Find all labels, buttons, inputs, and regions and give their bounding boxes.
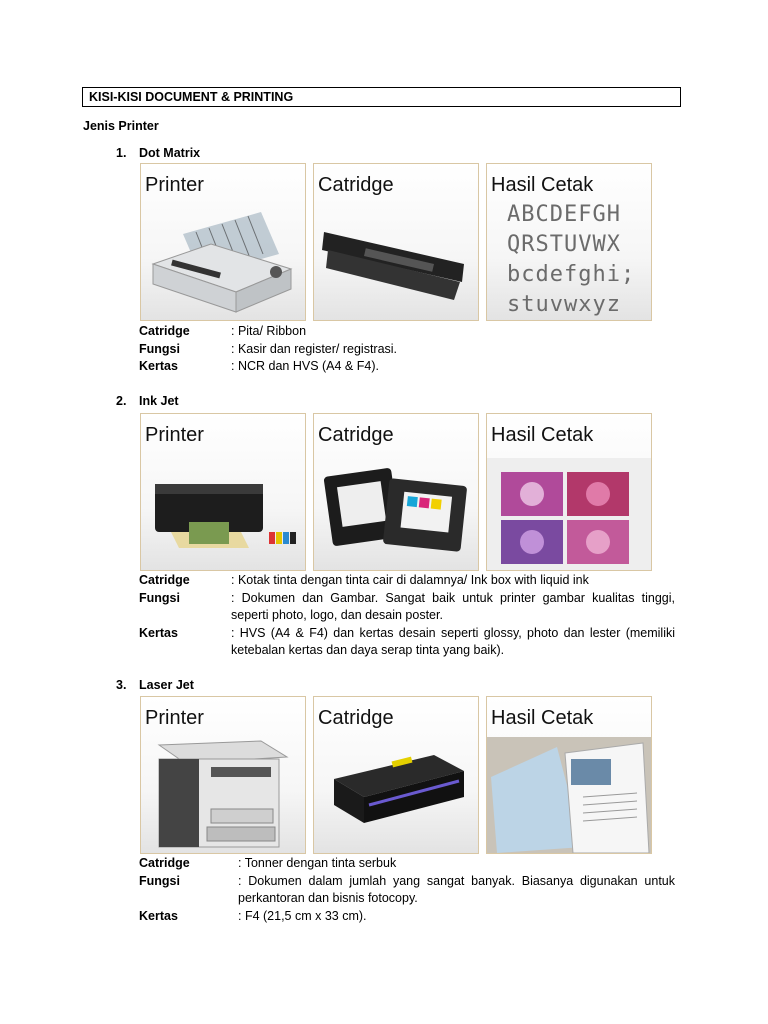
detail-row: [139, 323, 675, 341]
panel-label: Hasil Cetak: [491, 707, 594, 729]
laser-jet-printer-image: [141, 697, 305, 853]
panel-label: Printer: [145, 424, 204, 446]
detail-key: Kertas: [139, 359, 178, 373]
detail-key: Kertas: [139, 625, 178, 640]
detail-key: Fungsi: [139, 873, 180, 888]
ink-jet-catridge-panel: [313, 413, 479, 571]
ink-jet-result-panel: [486, 413, 652, 571]
detail-value: : HVS (A4 & F4) dan kertas desain seperti glossy, photo dan lester (memiliki ketebalan kertas dan daya serap tinta yang baik).: [231, 625, 675, 657]
printed-documents-image: [487, 697, 651, 853]
detail-key: Fungsi: [139, 590, 180, 605]
dot-matrix-printer-image: [141, 164, 305, 320]
ink-jet-heading: [116, 394, 179, 408]
detail-row: [139, 873, 675, 908]
laser-jet-result-panel: [486, 696, 652, 854]
section-subheading: Jenis Printer: [83, 119, 159, 133]
dot-matrix-name: Dot Matrix: [139, 146, 201, 160]
detail-row: [139, 908, 675, 926]
laser-jet-details: [139, 855, 675, 925]
ink-jet-number: 2.: [116, 394, 127, 408]
detail-key: Catridge: [139, 856, 190, 870]
detail-key: Fungsi: [139, 341, 180, 356]
laser-jet-catridge-panel: [313, 696, 479, 854]
ink-cartridge-image: [314, 414, 478, 570]
panel-label: Catridge: [318, 174, 394, 196]
detail-value: : Dokumen dalam jumlah yang sangat banyak. Biasanya digunakan untuk perkantoran dan bisnis fotocopy.: [238, 873, 675, 905]
detail-row: [139, 855, 675, 873]
detail-value: : Dokumen dan Gambar. Sangat baik untuk printer gambar kualitas tinggi, seperti photo, logo, dan desain poster.: [231, 590, 675, 622]
detail-row: [139, 358, 675, 376]
detail-key: Kertas: [139, 908, 178, 923]
photo-prints-image: [487, 414, 651, 570]
detail-key: Catridge: [139, 573, 190, 587]
detail-value: : NCR dan HVS (A4 & F4).: [231, 359, 379, 373]
dot-matrix-details: [139, 323, 675, 376]
detail-value: : Kasir dan register/ registrasi.: [231, 341, 398, 356]
dot-matrix-heading: [116, 146, 200, 160]
panel-label: Catridge: [318, 707, 394, 729]
document-title: KISI-KISI DOCUMENT & PRINTING: [82, 87, 681, 107]
detail-key: Catridge: [139, 324, 190, 338]
ink-jet-name: Ink Jet: [139, 394, 179, 408]
detail-row: [139, 341, 675, 359]
sample-line-4: stuvwxyz: [507, 292, 621, 317]
detail-row: [139, 572, 675, 590]
laser-jet-heading: [116, 678, 194, 692]
sample-line-1: ABCDEFGH: [507, 202, 621, 227]
panel-label: Hasil Cetak: [491, 174, 594, 196]
toner-cartridge-image: [314, 697, 478, 853]
panel-label: Printer: [145, 174, 204, 196]
panel-label: Printer: [145, 707, 204, 729]
sample-line-2: QRSTUVWX: [507, 232, 621, 257]
dot-matrix-printer-panel: [140, 163, 306, 321]
ribbon-cartridge-image: [314, 164, 478, 320]
ink-jet-printer-image: [141, 414, 305, 570]
dot-matrix-result-panel: [486, 163, 652, 321]
ink-jet-details: [139, 572, 675, 660]
sample-line-3: bcdefghi;: [507, 262, 636, 287]
detail-value: : Tonner dengan tinta serbuk: [238, 856, 397, 870]
laser-jet-number: 3.: [116, 678, 127, 692]
panel-label: Catridge: [318, 424, 394, 446]
detail-value: : Pita/ Ribbon: [231, 324, 307, 338]
detail-row: [139, 590, 675, 625]
detail-value: : F4 (21,5 cm x 33 cm).: [238, 908, 367, 923]
detail-value: : Kotak tinta dengan tinta cair di dalamnya/ Ink box with liquid ink: [231, 573, 589, 587]
panel-label: Hasil Cetak: [491, 424, 594, 446]
laser-jet-name: Laser Jet: [139, 678, 194, 692]
laser-jet-printer-panel: [140, 696, 306, 854]
dot-matrix-catridge-panel: [313, 163, 479, 321]
ink-jet-printer-panel: [140, 413, 306, 571]
detail-row: [139, 625, 675, 660]
dot-matrix-number: 1.: [116, 146, 127, 160]
